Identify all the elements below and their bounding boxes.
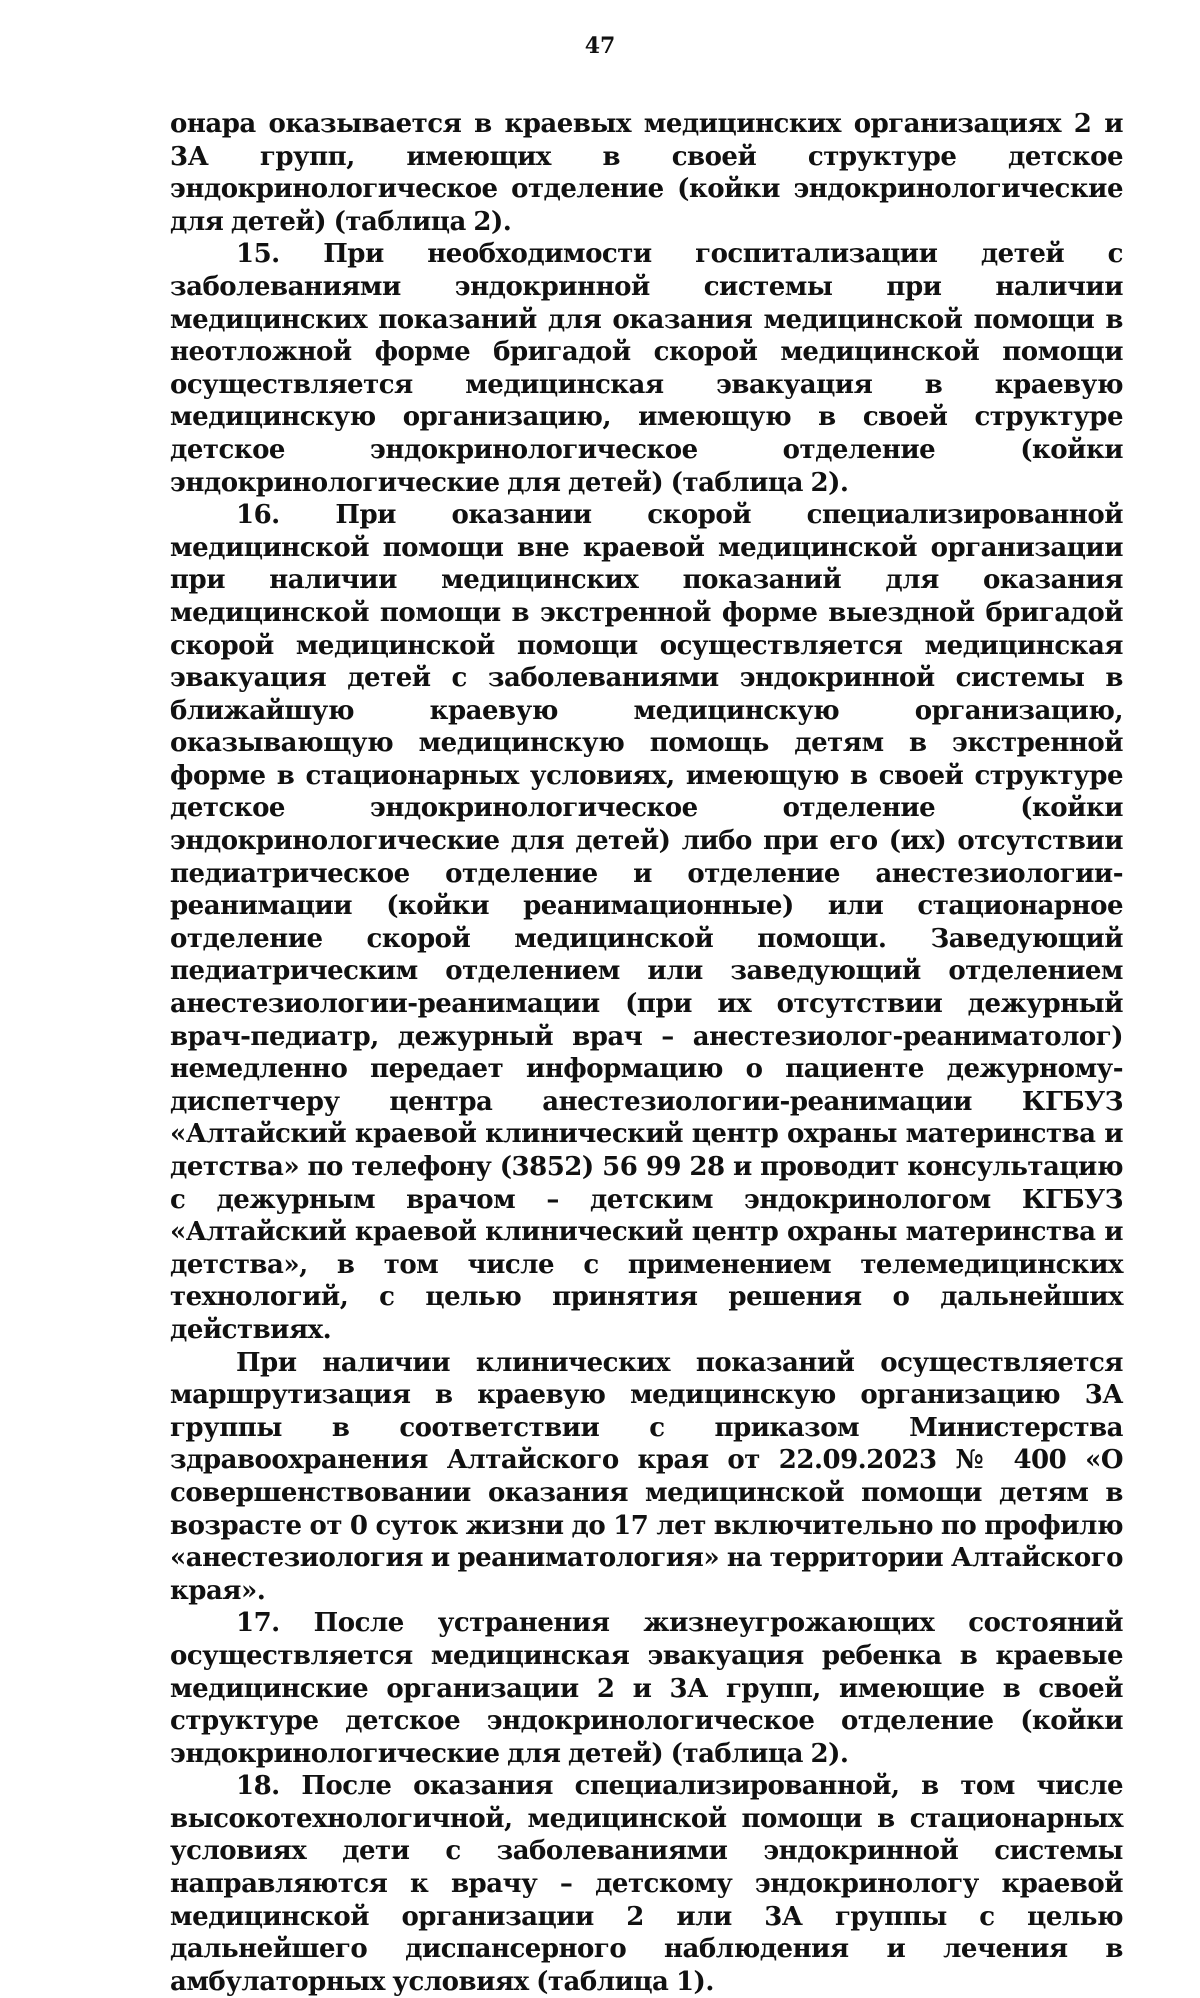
- paragraph-routing: [170, 1347, 1123, 1608]
- paragraph-text: После устранения жизнеугрожающих состояний осуществляется медицинская эвакуация ребенка в краевые медицинские организации 2 и 3А групп, имеющие в своей структуре детское эндокринологическое отделение (койки эндокринологические для детей) (таблица 2).: [170, 1608, 1123, 1769]
- paragraph-item-17: [170, 1607, 1123, 1770]
- paragraph-item-15: [170, 238, 1123, 499]
- paragraph-item-18: [170, 1770, 1123, 1998]
- item-number: 16.: [236, 500, 280, 531]
- item-number: 15.: [236, 239, 280, 270]
- paragraph-text: При оказании скорой специализированной медицинской помощи вне краевой медицинской организации при наличии медицинских показаний для оказания медицинской помощи в экстренной форме выездной бригадой скорой медицинской помощи осуществляется медицинская эвакуация детей с заболеваниями эндокринной системы в ближайшую краевую медицинскую организацию, оказывающую медицинскую помощь детям в экстренной форме в стационарных условиях, имеющую в своей структуре детское эндокринологическое отделение (койки эндокринологические для детей) либо при его (их) отсутствии педиатрическое отделение и отделение анестезиологии-реанимации (койки реанимационные) или стационарное отделение скорой медицинской помощи. Заведующий педиатрическим отделением или заведующий отделением анестезиологии-реанимации (при их отсутствии дежурный врач-педиатр, дежурный врач – анестезиолог-реаниматолог) немедленно передает информацию о пациенте дежурному-диспетчеру центра анестезиологии-реанимации КГБУЗ «Алтайский краевой клинический центр охраны материнства и детства» по телефону (3852) 56 99 28 и проводит консультацию с дежурным врачом – детским эндокринологом КГБУЗ «Алтайский краевой клинический центр охраны материнства и детства», в том числе с применением телемедицинских технологий, с целью принятия решения о дальнейших действиях.: [170, 500, 1123, 1345]
- paragraph-text: При необходимости госпитализации детей с заболеваниями эндокринной системы при наличии медицинских показаний для оказания медицинской помощи в неотложной форме бригадой скорой медицинской помощи осуществляется медицинская эвакуация в краевую медицинскую организацию, имеющую в своей структуре детское эндокринологическое отделение (койки эндокринологические для детей) (таблица 2).: [170, 239, 1123, 498]
- item-number: 17.: [236, 1608, 280, 1639]
- item-number: 18.: [236, 1771, 280, 1802]
- page-number: 47: [584, 33, 616, 59]
- document-body: [170, 108, 1123, 1998]
- paragraph-text: После оказания специализированной, в том числе высокотехнологичной, медицинской помощи в стационарных условиях дети с заболеваниями эндокринной системы направляются к врачу – детскому эндокринологу краевой медицинской организации 2 или 3А группы с целью дальнейшего диспансерного наблюдения и лечения в амбулаторных условиях (таблица 1).: [170, 1771, 1123, 1997]
- paragraph-text: онара оказывается в краевых медицинских организациях 2 и 3А групп, имеющих в своей структуре детское эндокринологическое отделение (койки эндокринологические для детей) (таблица 2).: [170, 109, 1123, 237]
- paragraph-continuation: [170, 108, 1123, 238]
- paragraph-text: При наличии клинических показаний осуществляется маршрутизация в краевую медицинскую организацию 3А группы в соответствии с приказом Министерства здравоохранения Алтайского края от 22.09.2023 № 400 «О совершенствовании оказания медицинской помощи детям в возрасте от 0 суток жизни до 17 лет включительно по профилю «анестезиология и реаниматология» на территории Алтайского края».: [170, 1347, 1123, 1606]
- paragraph-item-16: [170, 499, 1123, 1346]
